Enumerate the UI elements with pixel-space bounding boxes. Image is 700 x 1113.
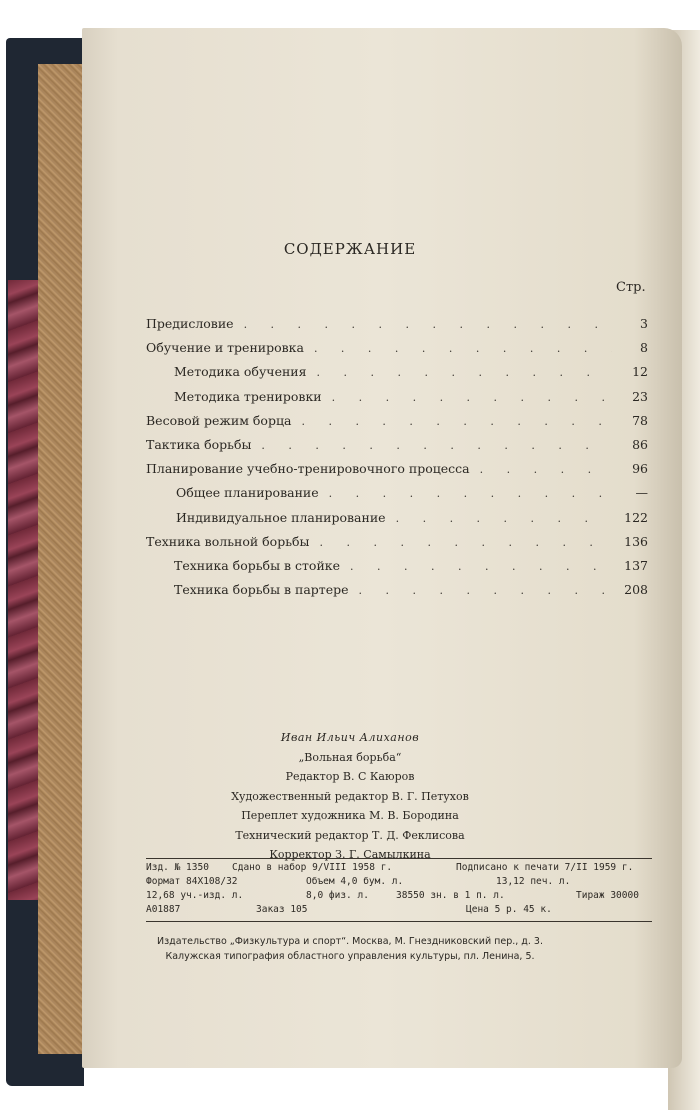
toc-entry-page: 96 [632,461,648,477]
toc-entry [146,558,648,582]
book-title: „Вольная борьба“ [298,750,402,764]
physical-sheets: 8,0 физ. л. [306,890,369,901]
toc-entry-page: 122 [624,509,648,525]
leader-dots [396,512,612,525]
toc-entry-page: — [635,485,648,501]
print-sheets: 13,12 печ. л. [496,876,571,887]
toc-entry-label: Методика обучения [174,364,307,380]
page-column-header: Стр. [616,280,646,295]
toc-entry-page: 137 [624,557,648,573]
author-name: Иван Ильич Алиханов [280,731,420,744]
toc-entry-label: Методика тренировки [174,388,322,404]
toc-entry-label: Техника борьбы в партере [174,582,349,598]
leader-dots [480,463,612,476]
leader-dots [332,391,612,404]
toc-entry-label: Тактика борьбы [146,436,252,452]
printer-line: Калужская типография областного управления культуры, пл. Ленина, 5. [165,951,535,962]
toc-entry-label: Весовой режим борца [146,412,292,428]
toc-entry-label: Техника борьбы в стойке [174,557,340,573]
leader-dots [359,584,613,597]
leader-dots [301,415,612,428]
leader-dots [317,366,612,379]
toc-entry [146,534,648,558]
leader-dots [314,342,612,355]
toc-entry [146,461,648,485]
toc-entry [146,316,648,340]
leader-dots [244,318,612,331]
toc-entry-page: 86 [632,436,648,452]
toc-entry-label: Индивидуальное планирование [176,509,386,525]
order-number: Заказ 105 [256,904,308,915]
leader-dots [350,560,612,573]
imprint-line [146,862,652,876]
print-signed-date: Подписано к печати 7/II 1959 г. [456,862,634,873]
leader-dots [329,487,612,500]
imprint-line [146,904,652,918]
print-imprint [146,858,652,925]
publisher-line: Издательство „Физкультура и спорт“. Москва, М. Гнездниковский пер., д. 3. [157,936,543,947]
toc-entry-page: 78 [632,412,648,428]
divider [146,858,652,859]
imprint-line [146,876,652,890]
toc-entry-label: Планирование учебно-тренировочного процесса [146,461,470,477]
toc-entry-label: Общее планирование [176,485,319,501]
toc-entry-page: 23 [632,388,648,404]
toc-entry-label: Обучение и тренировка [146,340,304,356]
toc-entry-page: 12 [632,364,648,380]
print-run: Тираж 30000 [576,890,639,901]
paper-volume: Объем 4,0 бум. л. [306,876,404,887]
divider [146,921,652,922]
publisher-info [0,934,700,964]
tech-editor-credit: Технический редактор Т. Д. Феклисова [235,828,465,842]
art-editor-credit: Художественный редактор В. Г. Петухов [231,789,469,803]
toc-entry [146,364,648,388]
izd-number: Изд. № 1350 [146,862,209,873]
imprint-line [146,890,652,904]
format: Формат 84X108/32 [146,876,238,887]
editor-credit: Редактор В. С Каюров [285,770,415,783]
price: Цена 5 р. 45 к. [466,904,552,915]
toc-entry [146,389,648,413]
toc-entry [146,437,648,461]
toc-entry-page: 3 [640,316,648,331]
binding-artist-credit: Переплет художника М. В. Бородина [241,809,459,822]
proofreader-credit: Корректор З. Г. Самылкина [269,848,431,861]
toc-entry [146,510,648,534]
censor-code: А01887 [146,904,181,915]
toc-entry [146,340,648,364]
publisher-sheets: 12,68 уч.-изд. л. [146,890,244,901]
cover-board [38,64,86,1054]
toc-entry-label: Предисловие [146,316,234,331]
colophon [0,728,700,865]
leader-dots [320,536,613,549]
typeset-date: Сдано в набор 9/VIII 1958 г. [232,862,393,873]
toc-entry-page: 8 [640,340,648,356]
table-of-contents [146,316,648,606]
leader-dots [261,439,612,452]
toc-entry-label: Техника вольной борьбы [146,533,310,549]
toc-entry [146,485,648,509]
toc-entry [146,582,648,606]
toc-entry-page: 208 [624,582,648,598]
toc-title: СОДЕРЖАНИЕ [283,240,417,258]
toc-entry-page: 136 [624,533,648,549]
toc-entry [146,413,648,437]
characters-per-sheet: 38550 зн. в 1 п. л. [396,890,505,901]
